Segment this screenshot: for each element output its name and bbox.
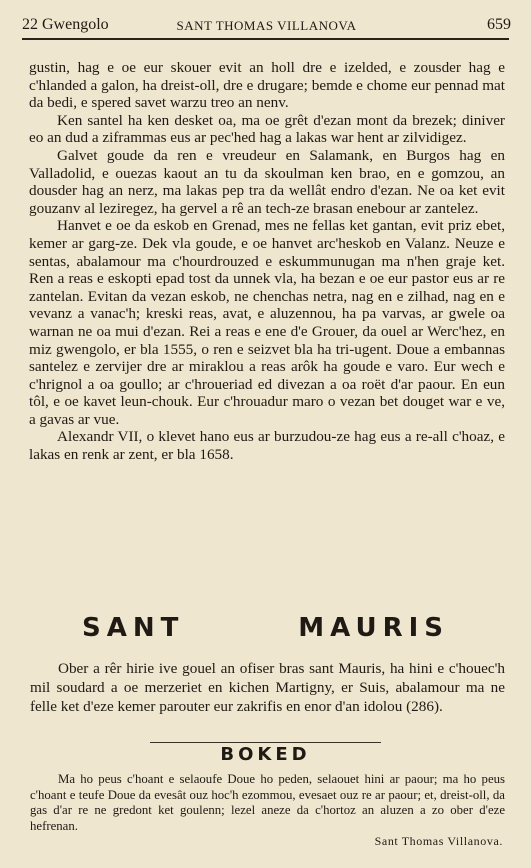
paragraph: Ken santel ha ken desket oa, ma oe grêt d'ezan mont da brezek; diniver eo an dud a ziframmas eus ar pec'hed hag a lakas war hent ar zilvidigez. <box>29 111 505 147</box>
section-heading <box>82 612 449 644</box>
paragraph: Galvet goude da ren e vreudeur en Salamank, en Burgos hag en Valladolid, e ouezas kaout an tu da skoulman ken brao, en e gomzou, an dousder hag an nerz, ma lakas pep tra da wellât endro d'ezan. Ne oa ket evit gouzanv al leziregez, ha gervel a rê an tech-ze brasan enebour ar zantelez. <box>29 146 505 217</box>
header-rule <box>22 38 509 40</box>
paragraph: Hanvet e oe da eskob en Grenad, mes ne fellas ket gantan, evit priz ebet, kemer ar garg-ze. Dek vla goude, e oe hanvet arc'heskob en Valanz. Neuze e sentas, abalamour ma c'hourdrouzed e eskummunugan ma n'hen graje ket. Ren a reas e eskopti epad tost da unnek vla, ha bezan e oe eur pastor eus ar re zantelan. Evitan da vezan eskob, ne chenchas netra, nag en e zilhad, nag en e vevanz a vanac'h; kreski reas, avat, e aluzennou, ha pa varvas, ar gwele oa warnan ne oa mui d'ezan. Rei a reas e ene d'e Grouer, da ouel ar Werc'hez, en miz gwengolo, er bla 1555, o ren e seizvet bla ha tri-ugent. Doue a embannas santelez e zervijer dre ar miraklou a reas arôk ha goude e varo. Eur wech e c'hrignol a oa goullo; ar c'hroueriad ed divezan a oa roët d'ar paour. En eun tôl, e oe kavet leun-chouk. Eur c'hrouadur maro o vezan bet douget war e ve, a gavas ar vue. <box>29 217 505 428</box>
page-number: 659 <box>487 16 511 33</box>
section-heading-word: SANT <box>82 613 185 643</box>
section-heading-word: MAURIS <box>298 613 449 643</box>
header-date: 22 Gwengolo <box>22 16 109 33</box>
header-title: SANT THOMAS VILLANOVA <box>176 18 357 33</box>
boked-heading: BOKED <box>220 744 311 765</box>
paragraph: Alexandr VII, o klevet hano eus ar burzudou-ze hag eus a re-all c'hoaz, e lakas en renk ar zent, er bla 1658. <box>29 428 505 464</box>
boked-quote: Ma ho peus c'hoant e selaoufe Doue ho peden, selaouet hini ar paour; ma ho peus c'hoant e teufe Doue da evesât ouz hoc'h ezommou, evesaet ouz re ar paour; et, dreist-oll, da gas d'ar re ne gredont ket goulenn; lezel aneze da c'hortoz an aluzen a zo ober d'eze hefrenan. <box>30 772 505 833</box>
paragraph: gustin, hag e oe eur skouer evit an holl dre e izelded, e zousder hag e c'hlanded a galon, ha dreist-oll, dre e drugare; bemde e chome eur pennad mat da bedi, e spered savet warzu treo an nenv. <box>29 59 505 112</box>
main-text <box>29 59 505 464</box>
quote-attribution: Sant Thomas Villanova. <box>374 834 503 848</box>
section-intro: Ober a rêr hirie ive gouel an ofiser bras sant Mauris, ha hini e c'houec'h mil soudard a oe merzeriet en kichen Martigny, er Suis, abalamour ma ne felle ket d'eze kemer parouter eur zakrifis en enor d'an idolou (286). <box>30 660 505 715</box>
running-header <box>22 14 511 36</box>
boked-rule <box>150 742 381 743</box>
